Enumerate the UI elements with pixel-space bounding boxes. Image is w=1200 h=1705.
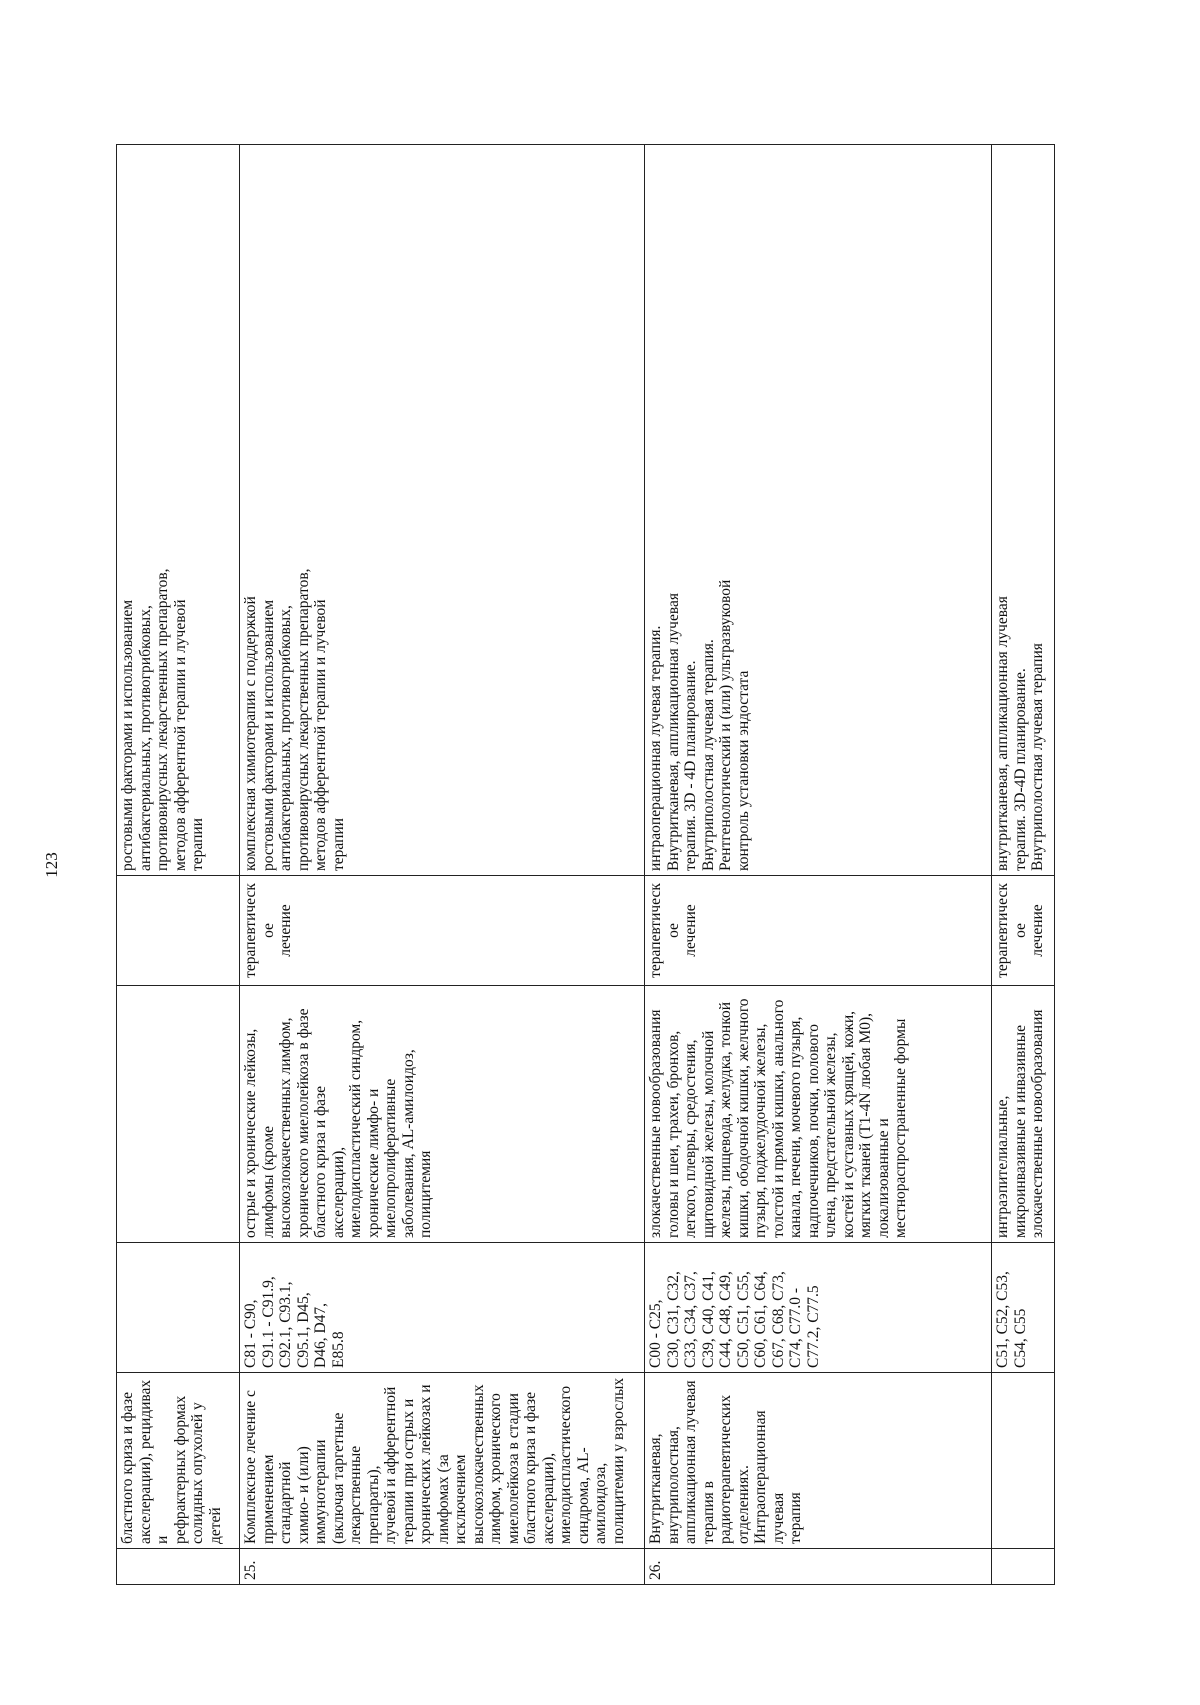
- cell-text-line: радиотерапевтических: [717, 1394, 734, 1544]
- cell-text-line: местнораспространенные формы: [892, 1018, 909, 1238]
- page-number: 123: [42, 852, 61, 878]
- cell-text-line: C30, C31, C32,: [664, 1271, 682, 1368]
- cell-text-line: C51, C52, C53,: [994, 1271, 1011, 1368]
- cell-text-line: терапии: [189, 818, 206, 871]
- cell-text-line: ростовыми факторами и использованием: [119, 599, 136, 871]
- cell-text-line: бластного криза и фазе: [522, 1392, 539, 1544]
- cell-text-line: полицитемия: [417, 1150, 434, 1238]
- cell-text-line: C44, C48, C49,: [717, 1271, 734, 1368]
- cell-text-line: заболевания, AL-амилоидоз,: [399, 1049, 417, 1238]
- treatment-method-cell: [240, 145, 645, 876]
- treatment-method-cell: [645, 145, 992, 876]
- cell-text-line: миелодиспластического: [557, 1385, 574, 1544]
- cell-text-line: Интраоперационная лучевая: [752, 1410, 787, 1544]
- cell-text-line: C54, C55: [1011, 1308, 1029, 1368]
- icd-codes-cell: [240, 1243, 645, 1373]
- cell-text-line: лечение: [1029, 904, 1046, 957]
- cell-text-line: (включая таргетные: [329, 1412, 347, 1544]
- cell-text-line: Внутриполостная лучевая терапия: [1029, 643, 1046, 871]
- cell-text-line: C92.1, C93.1,: [277, 1281, 294, 1368]
- cell-text-line: лимфомы (кроме: [259, 1125, 277, 1238]
- cell-text-line: бластного криза и фазе: [119, 1392, 136, 1544]
- cell-text-line: терапии при острых и: [399, 1398, 417, 1544]
- care-name-cell: [992, 1373, 1055, 1549]
- cell-text-line: пузыря, поджелудочной железы,: [752, 1023, 769, 1238]
- cell-text-line: легкого, плевры, средостения,: [682, 1039, 699, 1238]
- row-number: [117, 1549, 240, 1585]
- cell-text-line: антибактериальных, противогрибковых,: [277, 605, 294, 871]
- medical-care-table: [116, 144, 1055, 1585]
- cell-text-line: миелодиспластический синдром,: [347, 1019, 364, 1238]
- icd-codes-cell: [992, 1243, 1055, 1373]
- cell-text-line: C50, C51, C55,: [734, 1271, 752, 1368]
- treatment-type-cell: [240, 876, 645, 986]
- cell-text-line: внутриполостная,: [664, 1426, 682, 1544]
- cell-text-line: методов афферентной терапии и лучевой: [312, 599, 329, 871]
- cell-text-line: кишки, ободочной кишки, желчного: [734, 998, 752, 1238]
- cell-text-line: акселерации),: [539, 1452, 557, 1544]
- table-row: [240, 145, 645, 1585]
- cell-text-line: C95.1, D45,: [294, 1292, 312, 1368]
- cell-text-line: лимфом, хронического: [487, 1393, 504, 1544]
- cell-text-line: методов афферентной терапии и лучевой: [171, 599, 189, 871]
- treatment-method-cell: [992, 145, 1055, 876]
- care-name-cell: [240, 1373, 645, 1549]
- patient-model-cell: [240, 986, 645, 1243]
- cell-text-line: хронических лейкозах и: [417, 1384, 434, 1544]
- cell-text-line: интраэпителиальные,: [994, 1095, 1011, 1238]
- cell-text-line: C33, C34, C37,: [682, 1271, 699, 1368]
- cell-text-line: костей и суставных хрящей, кожи,: [839, 1010, 857, 1238]
- cell-text-line: C91.1 - C91.9,: [259, 1276, 277, 1368]
- cell-text-line: акселерации),: [329, 1146, 347, 1238]
- cell-text-line: высокозлокачественных лимфом,: [277, 1017, 294, 1238]
- treatment-method-cell: [117, 145, 240, 876]
- cell-text-line: отделениях.: [734, 1465, 752, 1544]
- cell-text-line: рефрактерных формах: [171, 1395, 189, 1544]
- cell-text-line: контроль установки эндостата: [734, 670, 752, 871]
- cell-text-line: терапия: [787, 1492, 804, 1544]
- cell-text-line: толстой и прямой кишки, анального: [769, 999, 787, 1238]
- treatment-type-cell: [645, 876, 992, 986]
- cell-text-line: акселерации), рецидивах и: [136, 1379, 171, 1544]
- cell-text-line: высокозлокачественных: [469, 1384, 487, 1544]
- cell-text-line: C39, C40, C41,: [699, 1271, 717, 1368]
- cell-text-line: комплексная химиотерапия с поддержкой: [242, 596, 259, 871]
- cell-text-line: C77.2, C77.5: [804, 1285, 822, 1368]
- table-row: [117, 145, 240, 1585]
- cell-text-line: антибактериальных, противогрибковых,: [136, 605, 154, 871]
- cell-text-line: химио- и (или) иммунотерапии: [294, 1439, 329, 1544]
- cell-text-line: миелолейкоза в стадии: [504, 1393, 522, 1544]
- row-number: 26.: [645, 1549, 992, 1585]
- cell-text-line: злокачественные новообразования: [1029, 1009, 1046, 1238]
- cell-text-line: бластного криза и фазе: [312, 1086, 329, 1238]
- cell-text-line: C60, C61, C64,: [752, 1271, 769, 1368]
- cell-text-line: Внутриполостная лучевая терапия.: [699, 639, 717, 871]
- cell-text-line: полицитемии у взрослых: [609, 1377, 627, 1544]
- table-row: [992, 145, 1055, 1585]
- care-name-cell: [645, 1373, 992, 1549]
- patient-model-cell: [645, 986, 992, 1243]
- cell-text-line: миелопролиферативные: [382, 1078, 399, 1238]
- cell-text-line: C67, C68, C73,: [769, 1271, 787, 1368]
- cell-text-line: головы и шеи, трахеи, бронхов,: [664, 1030, 682, 1238]
- cell-text-line: железы, пищевода, желудка, тонкой: [717, 1001, 734, 1238]
- cell-text-line: C00 - C25,: [647, 1299, 664, 1368]
- cell-text-line: канала, печени, мочевого пузыря,: [787, 1016, 804, 1238]
- patient-model-cell: [992, 986, 1055, 1243]
- icd-codes-cell: [645, 1243, 992, 1373]
- cell-text-line: члена, предстательной железы,: [822, 1032, 839, 1238]
- cell-text-line: терапия в: [699, 1481, 717, 1544]
- care-name-cell: [117, 1373, 240, 1549]
- cell-text-line: синдрома, AL-амилоидоза,: [574, 1447, 609, 1544]
- cell-text-line: терапевтическое: [242, 883, 277, 978]
- icd-codes-cell: [117, 1243, 240, 1373]
- cell-text-line: злокачественные новообразования: [647, 1009, 664, 1238]
- table-row: [645, 145, 992, 1585]
- cell-text-line: острые и хронические лейкозы,: [242, 1028, 259, 1238]
- cell-text-line: Внутритканевая,: [647, 1433, 664, 1544]
- row-number: 25.: [240, 1549, 645, 1585]
- cell-text-line: интраоперационная лучевая терапия.: [647, 625, 664, 871]
- cell-text-line: противовирусных лекарственных препаратов,: [294, 568, 312, 871]
- cell-text-line: E85.8: [329, 1331, 347, 1368]
- cell-text-line: лечение: [682, 904, 699, 957]
- cell-text-line: надпочечников, почки, полового: [804, 1024, 822, 1238]
- cell-text-line: хронического миелолейкоза в фазе: [294, 1008, 312, 1238]
- row-number: [992, 1549, 1055, 1585]
- cell-text-line: аппликационная лучевая: [682, 1380, 699, 1544]
- cell-text-line: лекарственные препараты),: [347, 1445, 382, 1544]
- cell-text-line: противовирусных лекарственных препаратов,: [154, 568, 171, 871]
- cell-text-line: Внутритканевая, аппликационная лучевая: [664, 593, 682, 871]
- cell-text-line: ростовыми факторами и использованием: [259, 599, 277, 871]
- cell-text-line: внутритканевая, аппликационная лучевая: [994, 596, 1011, 871]
- cell-text-line: лимфомах (за исключением: [434, 1454, 469, 1544]
- cell-text-line: C81 - C90,: [242, 1299, 259, 1368]
- cell-text-line: терапевтическое: [994, 883, 1029, 978]
- cell-text-line: лучевой и афферентной: [382, 1386, 399, 1544]
- patient-model-cell: [117, 986, 240, 1243]
- cell-text-line: терапевтическое: [647, 883, 682, 978]
- cell-text-line: солидных опухолей у детей: [189, 1402, 224, 1544]
- cell-text-line: D46, D47,: [312, 1302, 329, 1368]
- cell-text-line: применением стандартной: [259, 1454, 294, 1544]
- cell-text-line: локализованные и: [874, 1118, 892, 1238]
- cell-text-line: хронические лимфо- и: [364, 1088, 382, 1238]
- cell-text-line: терапия. 3D-4D планирование.: [1011, 668, 1029, 871]
- treatment-type-cell: [117, 876, 240, 986]
- cell-text-line: терапия. 3D - 4D планирование.: [682, 660, 699, 871]
- cell-text-line: Комплексное лечение с: [242, 1390, 259, 1544]
- cell-text-line: терапии: [329, 818, 347, 871]
- cell-text-line: лечение: [277, 904, 294, 957]
- cell-text-line: микроинвазивные и инвазивные: [1011, 1025, 1029, 1238]
- cell-text-line: Рентгенологический и (или) ультразвуковой: [717, 579, 734, 871]
- cell-text-line: C74, C77.0 -: [787, 1287, 804, 1368]
- cell-text-line: мягких тканей (T1-4N любая M0),: [857, 1012, 874, 1238]
- treatment-type-cell: [992, 876, 1055, 986]
- cell-text-line: щитовидной железы, молочной: [699, 1030, 717, 1238]
